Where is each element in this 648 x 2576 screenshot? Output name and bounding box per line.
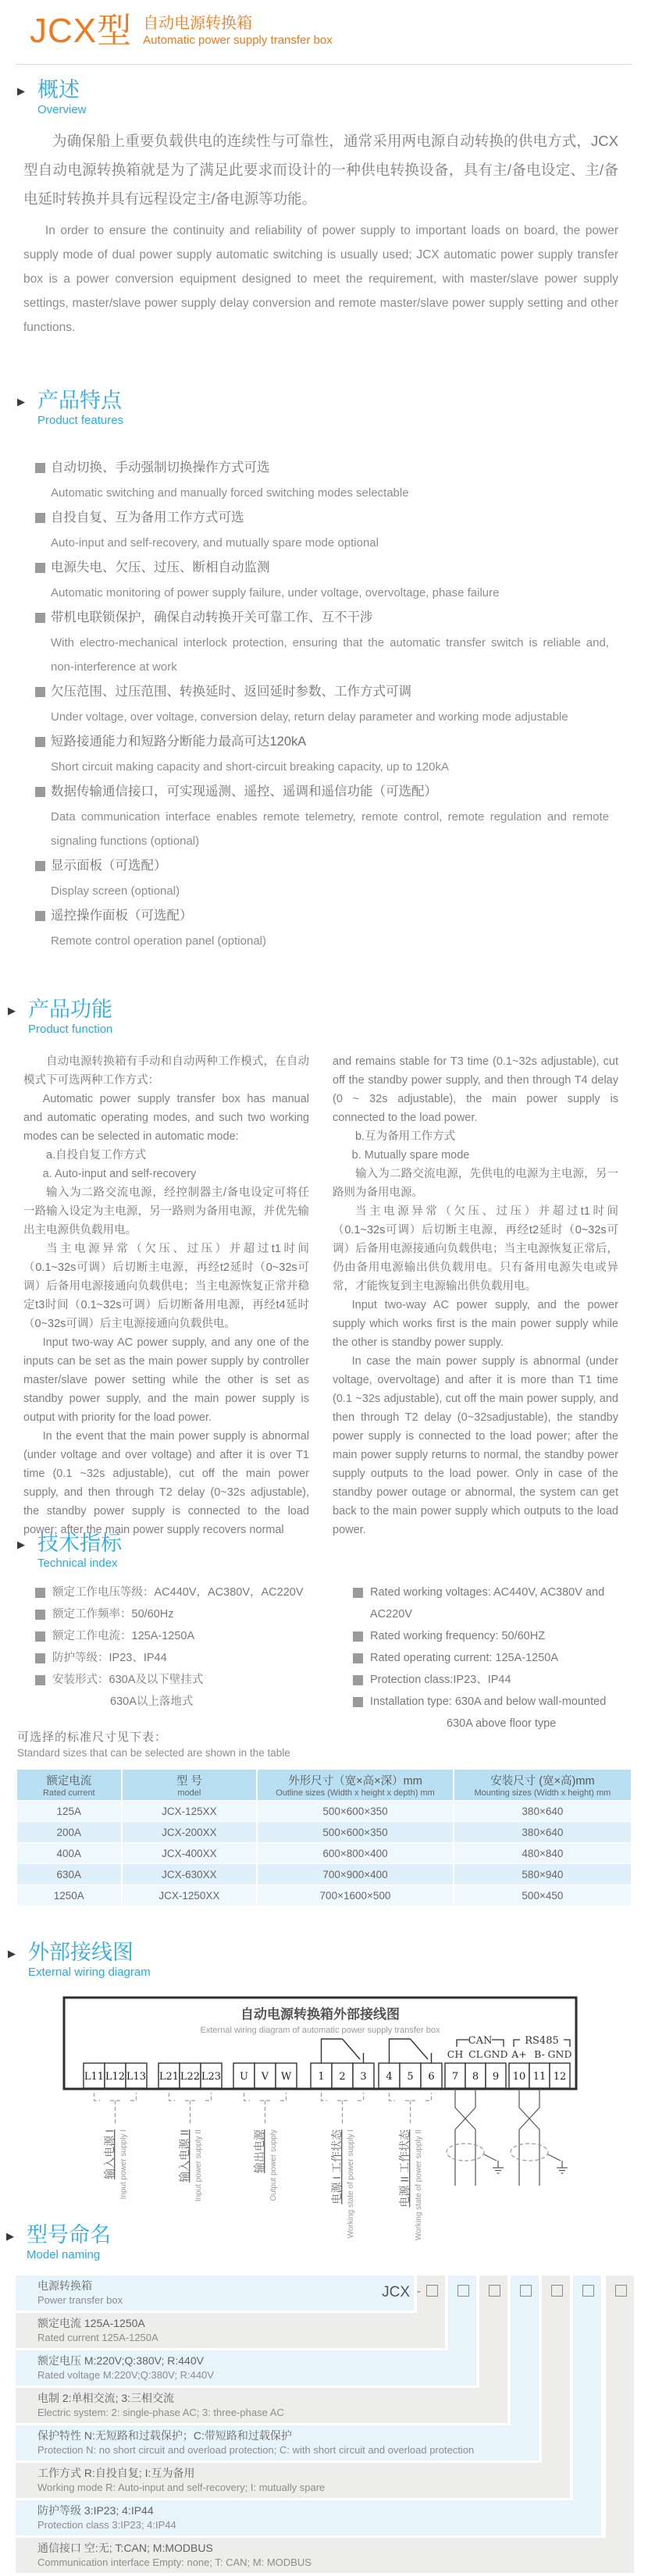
wiring-heading-cn: 外部接线图 — [28, 1941, 134, 1964]
section-function-heading — [8, 998, 112, 1038]
sizes-intro-en: Standard sizes that can be selected are shown in the table — [17, 1747, 290, 1759]
tech-list-en — [353, 1582, 634, 1735]
function-paragraph: 自动电源转换箱有手动和自动两种工作模式，在自动模式下可选两种工作方式： — [23, 1055, 309, 1087]
feature-item — [35, 779, 609, 853]
square-bullet-icon — [35, 861, 45, 871]
features-heading-cn: 产品特点 — [37, 389, 122, 412]
col-header-model: 型 号 model — [123, 1770, 257, 1800]
terminal-cell: L23 — [201, 2071, 222, 2083]
function-paragraph: 输入为二路交流电源，先供电的电源为主电源，另一路则为备用电源。 — [333, 1168, 618, 1199]
square-bullet-icon — [353, 1631, 363, 1642]
square-bullet-icon — [353, 1697, 363, 1707]
tech-item-en: Rated working voltages: AC440V, AC380V and AC220V — [370, 1586, 605, 1621]
square-bullet-icon — [353, 1588, 363, 1598]
col-header-rated-current: 额定电流 Rated current — [17, 1770, 121, 1800]
terminal-cell: L12 — [105, 2071, 126, 2083]
function-paragraph: 当主电源异常（欠压、过压）并超过t1时间（0.1~32s可调）后切断主电源，再经t2延时（0~32s可调）后备用电源接通向负载供电；当主电源恢复正常并稳定t3时间（0.1~32s可调）后切断备用电源，再经t4延时（0~32s可调）后主电源接通向负载供电。 — [23, 1243, 309, 1330]
naming-prefix: JCX — [382, 2284, 410, 2300]
naming-code-box — [426, 2285, 438, 2297]
feature-item — [35, 853, 609, 903]
function-paragraph: In case the main power supply is abnormal (under voltage, overvoltage) and after it is more than T1 time (0.1 ~32s adjustable), cut off the main power supply, and then through T2 delay (0~32sadjustable), the standby power supply is connected to the load power; after the main power supply returns to normal, the standby power supply outputs to the load power. Only in case of the standby power outage or abnormal, the system can get back to the main power supply which outputs to the load power. — [333, 1355, 618, 1536]
square-bullet-icon — [35, 1610, 45, 1620]
tech-item-cn: 额定工作电压等级：AC440V，AC380V，AC220V — [52, 1586, 304, 1599]
naming-dash: - — [417, 2285, 421, 2298]
overview-paragraph-cn: 为确保船上重要负载供电的连续性与可靠性，通常采用两电源自动转换的供电方式，JCX型自动电源转换箱就是为了满足此要求而设计的一种供电转换设备，具有主/备电设定、主/备电延时转换并具有远程设定主/备电源等功能。 — [23, 133, 618, 207]
terminal-cell: L11 — [84, 2071, 105, 2083]
product-title-cn: 自动电源转换箱 — [143, 15, 253, 32]
naming-code-box — [615, 2285, 627, 2297]
square-bullet-icon — [35, 1653, 45, 1663]
group-label-en: Working state of power supply II — [415, 2129, 423, 2241]
terminal-cell: 10 — [512, 2071, 526, 2083]
tech-item-cn-extra: 630A以上落地式 — [110, 1695, 194, 1708]
function-paragraph: a.自投自复工作方式 — [46, 1149, 147, 1162]
cell-rated-current: 1250A — [17, 1885, 121, 1905]
pin-ch: CH — [447, 2048, 464, 2060]
square-bullet-icon — [353, 1675, 363, 1685]
group-label-en: Input power supply I — [119, 2129, 128, 2200]
feature-cn: 显示面板（可选配） — [51, 859, 167, 873]
cell-mounting-size: 380×640 — [454, 1822, 631, 1842]
pin-gnd: GND — [483, 2048, 508, 2060]
terminal-cell: 2 — [339, 2071, 346, 2083]
group-label-cn: 输入电源 I — [103, 2129, 116, 2179]
tech-item-cn: 额定工作频率：50/60Hz — [52, 1608, 174, 1621]
square-bullet-icon — [35, 1588, 45, 1598]
terminal-cell: L22 — [180, 2071, 201, 2083]
pin-cl: CL — [468, 2048, 482, 2060]
table-row — [17, 1822, 631, 1842]
naming-row: 工作方式 R:自投自复; I:互为备用 Working mode R: Auto-input and self-recovery; I: mutually spare — [16, 2463, 570, 2498]
function-paragraph: and remains stable for T3 time (0.1~32s adjustable), cut off the standby power supply, and then through T4 delay (0 ~ 32s adjustable), the main power supply is connected to the load power. — [333, 1055, 618, 1124]
feature-cn: 自动切换、手动强制切换操作方式可选 — [51, 461, 270, 475]
function-paragraph: Automatic power supply transfer box has manual and automatic operating modes, and such two working modes can be selected in automatic mode: — [23, 1093, 309, 1143]
cell-mounting-size: 500×450 — [454, 1885, 631, 1905]
cell-outline-size: 500×600×350 — [258, 1801, 453, 1821]
function-paragraph: a. Auto-input and self-recovery — [42, 1168, 197, 1180]
function-paragraph: 当主电源异常（欠压、过压）并超过t1时间（0.1~32s可调）后切断主电源，再经t2延时（0~32s可调）后备用电源接通向负载供电；当主电源恢复正常后，仍由备用电源输出供负载用电。只有备用电源失电或异常，才能恢复到主电源输出供负载用电。 — [333, 1205, 618, 1293]
feature-item — [35, 729, 609, 779]
feature-en: With electro-mechanical interlock protection, ensuring that the automatic transfer switch is reliable and, non-interference at work — [51, 636, 609, 674]
feature-cn: 带机电联锁保护，确保自动转换开关可靠工作、互不干涉 — [51, 610, 373, 624]
terminal-cell: 9 — [492, 2071, 500, 2083]
feature-item — [35, 605, 609, 679]
naming-row: 电制 2:单相交流; 3:三相交流 Electric system: 2: single-phase AC; 3: three-phase AC — [16, 2388, 507, 2423]
group-label-cn: 电源 II 工作状态 — [398, 2129, 411, 2208]
feature-cn: 电源失电、欠压、过压、断相自动监测 — [51, 560, 270, 575]
cell-rated-current: 400A — [17, 1843, 121, 1863]
product-title-block — [143, 14, 333, 48]
cell-model: JCX-125XX — [123, 1801, 257, 1821]
cell-model: JCX-200XX — [123, 1822, 257, 1842]
diagram-title-en: External wiring diagram of automatic power supply transfer box — [200, 2026, 440, 2035]
section-arrow-icon: ▶ — [8, 1948, 16, 1959]
group-label-en: Input power supply II — [194, 2129, 203, 2202]
function-columns — [23, 1052, 618, 1539]
group-label-cn: 电源 I 工作状态 — [330, 2129, 343, 2204]
cell-outline-size: 600×800×400 — [258, 1843, 453, 1863]
standard-sizes-table — [16, 1769, 632, 1906]
twisted-pair-rs485 — [511, 2089, 568, 2186]
tech-heading-en: Technical index — [37, 1557, 118, 1570]
group-label-cn: 输入电源 II — [178, 2129, 190, 2183]
square-bullet-icon — [35, 463, 45, 473]
function-paragraph: b. Mutually spare mode — [351, 1149, 470, 1162]
feature-item — [35, 455, 609, 505]
feature-en: Remote control operation panel (optional) — [51, 934, 266, 948]
overview-paragraph-en: In order to ensure the continuity and reliability of power supply to important loads on board, the power supply mode of dual power supply automatic switching is usually used; JCX automatic power supply transfer box is a power conversion equipment designed to meet the requirement, with master/slave power supply settings, master/slave power supply delay conversion and remote master/slave power supply setting and other functions. — [23, 224, 618, 334]
terminal-cell: 12 — [553, 2071, 567, 2083]
square-bullet-icon — [35, 563, 45, 573]
cell-rated-current: 200A — [17, 1822, 121, 1842]
table-row — [17, 1801, 631, 1821]
page-header — [30, 12, 333, 50]
cell-mounting-size: 480×840 — [454, 1843, 631, 1863]
naming-strip — [606, 2275, 634, 2573]
naming-row: 额定电压 M:220V;Q:380V; R:440V Rated voltage M:220V;Q:380V; R:440V — [16, 2350, 476, 2386]
function-paragraph: 输入为二路交流电源，经控制器主/备电设定可将任一路输入设定为主电源，另一路则为备用电源，并优先输出主电源供负载用电。 — [23, 1187, 309, 1236]
square-bullet-icon — [35, 911, 45, 921]
col-header-outline-sizes: 外形尺寸（宽×高×深）mm Outline sizes (Width x height x depth) mm — [258, 1770, 453, 1800]
rs485-label: RS485 — [525, 2035, 559, 2047]
square-bullet-icon — [35, 787, 45, 797]
naming-code-box — [520, 2285, 532, 2297]
section-wiring-heading — [8, 1941, 151, 1981]
feature-item — [35, 679, 609, 729]
terminal-cell: V — [261, 2071, 269, 2083]
section-arrow-icon: ▶ — [17, 85, 25, 97]
terminal-cell: 6 — [428, 2071, 435, 2083]
features-heading-en: Product features — [37, 414, 124, 427]
product-model-title: JCX型 — [30, 12, 133, 50]
section-tech-heading — [17, 1532, 122, 1572]
feature-cn: 数据传输通信接口，可实现遥测、遥控、遥调和遥信功能（可选配） — [51, 785, 437, 799]
naming-row: 额定电流 125A-1250A Rated current 125A-1250A — [16, 2313, 445, 2348]
cell-model: JCX-1250XX — [123, 1885, 257, 1905]
terminal-cell: 3 — [360, 2071, 367, 2083]
function-paragraph: In the event that the main power supply is abnormal (under voltage and over voltage) and after it is over T1 time (0.1 ~32s adjustable), cut off the main power supply, and then through T2 delay (0~32s adjustable), the standby power supply is connected to the load power; after the main power supply recovers normal — [23, 1430, 309, 1536]
feature-item — [35, 505, 609, 555]
table-row — [17, 1864, 631, 1884]
square-bullet-icon — [35, 513, 45, 523]
square-bullet-icon — [35, 737, 45, 747]
twisted-pair-can — [447, 2089, 504, 2186]
terminal-cell: 4 — [386, 2071, 393, 2083]
naming-heading-en: Model naming — [27, 2248, 101, 2261]
col-header-mounting-sizes: 安装尺寸 (宽×高)mm Mounting sizes (Width x height) mm — [454, 1770, 631, 1800]
section-arrow-icon: ▶ — [17, 1539, 25, 1550]
group-label-en: Output power supply — [269, 2129, 278, 2201]
function-paragraph: Input two-way AC power supply, and the power supply which works first is the main power supply while the other is standby power supply. — [333, 1299, 618, 1349]
terminal-cell: L13 — [126, 2071, 147, 2083]
naming-row: 通信接口 空:无; T:CAN; M:MODBUS Communication interface Empty: none; T: CAN; M: MODBUS — [16, 2538, 634, 2573]
group-leader-lines — [94, 2093, 432, 2125]
feature-item — [35, 903, 609, 953]
pin-b-minus: B- — [534, 2048, 545, 2060]
function-heading-cn: 产品功能 — [28, 998, 112, 1021]
tech-list-cn — [35, 1582, 341, 1713]
table-row — [17, 1843, 631, 1863]
terminal-cell: 8 — [472, 2071, 479, 2083]
features-list — [35, 455, 609, 953]
can-label: CAN — [468, 2035, 493, 2047]
terminal-cell: L21 — [158, 2071, 180, 2083]
terminal-cell: W — [280, 2071, 292, 2083]
feature-en: Data communication interface enables remote telemetry, remote control, remote regulation and remote signaling functions (optional) — [51, 810, 609, 848]
sizes-intro-cn: 可选择的标准尺寸见下表： — [17, 1731, 168, 1744]
tech-item-en: Rated operating current: 125A-1250A — [370, 1652, 559, 1664]
cell-mounting-size: 580×940 — [454, 1864, 631, 1884]
square-bullet-icon — [35, 613, 45, 623]
section-overview-heading — [17, 78, 87, 119]
feature-en: Automatic monitoring of power supply failure, under voltage, overvoltage, phase failure — [51, 586, 500, 600]
cell-outline-size: 500×600×350 — [258, 1822, 453, 1842]
naming-row: 电源转换箱 Power transfer box — [16, 2275, 414, 2311]
naming-row: 保护特性 N:无短路和过载保护；C:带短路和过载保护 Protection N: no short circuit and overload protection; C: with short circuit and overload protection — [16, 2425, 539, 2460]
tech-item-cn: 防护等级：IP23、IP44 — [52, 1652, 167, 1664]
product-title-en: Automatic power supply transfer box — [143, 34, 333, 47]
naming-code-box — [458, 2285, 469, 2297]
feature-en: Display screen (optional) — [51, 884, 180, 898]
header-divider — [16, 64, 632, 65]
function-paragraph: Input two-way AC power supply, and any one of the inputs can be set as the main power supply by controller master/slave power setting while the other is set as standby power supply, and the main power supply is output with priority for the load power. — [23, 1336, 309, 1424]
feature-en: Auto-input and self-recovery, and mutually spare mode optional — [51, 536, 379, 550]
group-label-cn: 输出电源 — [253, 2129, 265, 2173]
diagram-title-cn: 自动电源转换箱外部接线图 — [240, 2007, 400, 2023]
tech-heading-cn: 技术指标 — [37, 1532, 122, 1555]
cell-outline-size: 700×1600×500 — [258, 1885, 453, 1905]
section-arrow-icon: ▶ — [6, 2230, 14, 2242]
section-arrow-icon: ▶ — [8, 1005, 16, 1016]
terminal-cell: 7 — [451, 2071, 459, 2083]
function-paragraph: b.互为备用工作方式 — [355, 1130, 456, 1143]
wiring-heading-en: External wiring diagram — [28, 1966, 151, 1979]
overview-heading-cn: 概述 — [37, 78, 80, 101]
cell-model: JCX-630XX — [123, 1864, 257, 1884]
table-row — [17, 1885, 631, 1905]
naming-code-box — [551, 2285, 563, 2297]
feature-cn: 自投自复、互为备用工作方式可选 — [51, 511, 244, 525]
tech-item-en-extra: 630A above floor type — [447, 1717, 557, 1730]
feature-en: Short circuit making capacity and short-circuit breaking capacity, up to 120kA — [51, 760, 449, 774]
terminal-cell: 11 — [532, 2071, 547, 2083]
section-features-heading — [17, 389, 123, 429]
cell-mounting-size: 380×640 — [454, 1801, 631, 1821]
overview-heading-en: Overview — [37, 103, 87, 116]
square-bullet-icon — [35, 687, 45, 697]
feature-en: Automatic switching and manually forced switching modes selectable — [51, 486, 409, 500]
feature-item — [35, 555, 609, 605]
tech-item-cn: 安装形式：630A及以下壁挂式 — [52, 1674, 204, 1686]
naming-strip — [573, 2275, 601, 2535]
cell-outline-size: 700×900×400 — [258, 1864, 453, 1884]
cell-model: JCX-400XX — [123, 1843, 257, 1863]
tech-item-en: Protection class:IP23、IP44 — [370, 1674, 511, 1686]
pin-a-plus: A+ — [511, 2048, 527, 2060]
naming-row: 防护等级 3:IP23; 4:IP44 Protection class 3:IP23; 4:IP44 — [16, 2500, 601, 2535]
tech-item-en: Rated working frequency: 50/60HZ — [370, 1630, 546, 1642]
terminal-cell: U — [240, 2071, 248, 2083]
cell-rated-current: 630A — [17, 1864, 121, 1884]
square-bullet-icon — [35, 1631, 45, 1642]
model-naming-diagram — [16, 2275, 636, 2574]
naming-code-box — [489, 2285, 500, 2297]
function-right-column — [333, 1052, 618, 1539]
square-bullet-icon — [35, 1675, 45, 1685]
terminal-cell: 1 — [318, 2071, 325, 2083]
tech-item-en: Installation type: 630A and below wall-mounted — [370, 1695, 607, 1708]
terminal-cell: 5 — [407, 2071, 414, 2083]
feature-cn: 欠压范围、过压范围、转换延时、返回延时参数、工作方式可调 — [51, 685, 411, 699]
tech-item-cn: 额定工作电流：125A-1250A — [52, 1630, 195, 1642]
section-naming-heading — [6, 2223, 111, 2264]
square-bullet-icon — [353, 1653, 363, 1663]
feature-cn: 短路接通能力和短路分断能力最高可达120kA — [51, 735, 307, 749]
cell-rated-current: 125A — [17, 1801, 121, 1821]
naming-heading-cn: 型号命名 — [27, 2223, 111, 2247]
table-header-row — [17, 1770, 631, 1800]
group-labels — [103, 2129, 423, 2240]
feature-cn: 遥控操作面板（可选配） — [51, 909, 193, 923]
naming-code-box — [582, 2285, 594, 2297]
group-label-en: Working state of power supply I — [347, 2129, 355, 2239]
section-arrow-icon: ▶ — [17, 396, 25, 407]
feature-en: Under voltage, over voltage, conversion delay, return delay parameter and working mode adjustable — [51, 710, 568, 724]
pin-gnd: GND — [547, 2048, 572, 2060]
function-left-column — [23, 1052, 309, 1539]
function-heading-en: Product function — [28, 1023, 113, 1036]
